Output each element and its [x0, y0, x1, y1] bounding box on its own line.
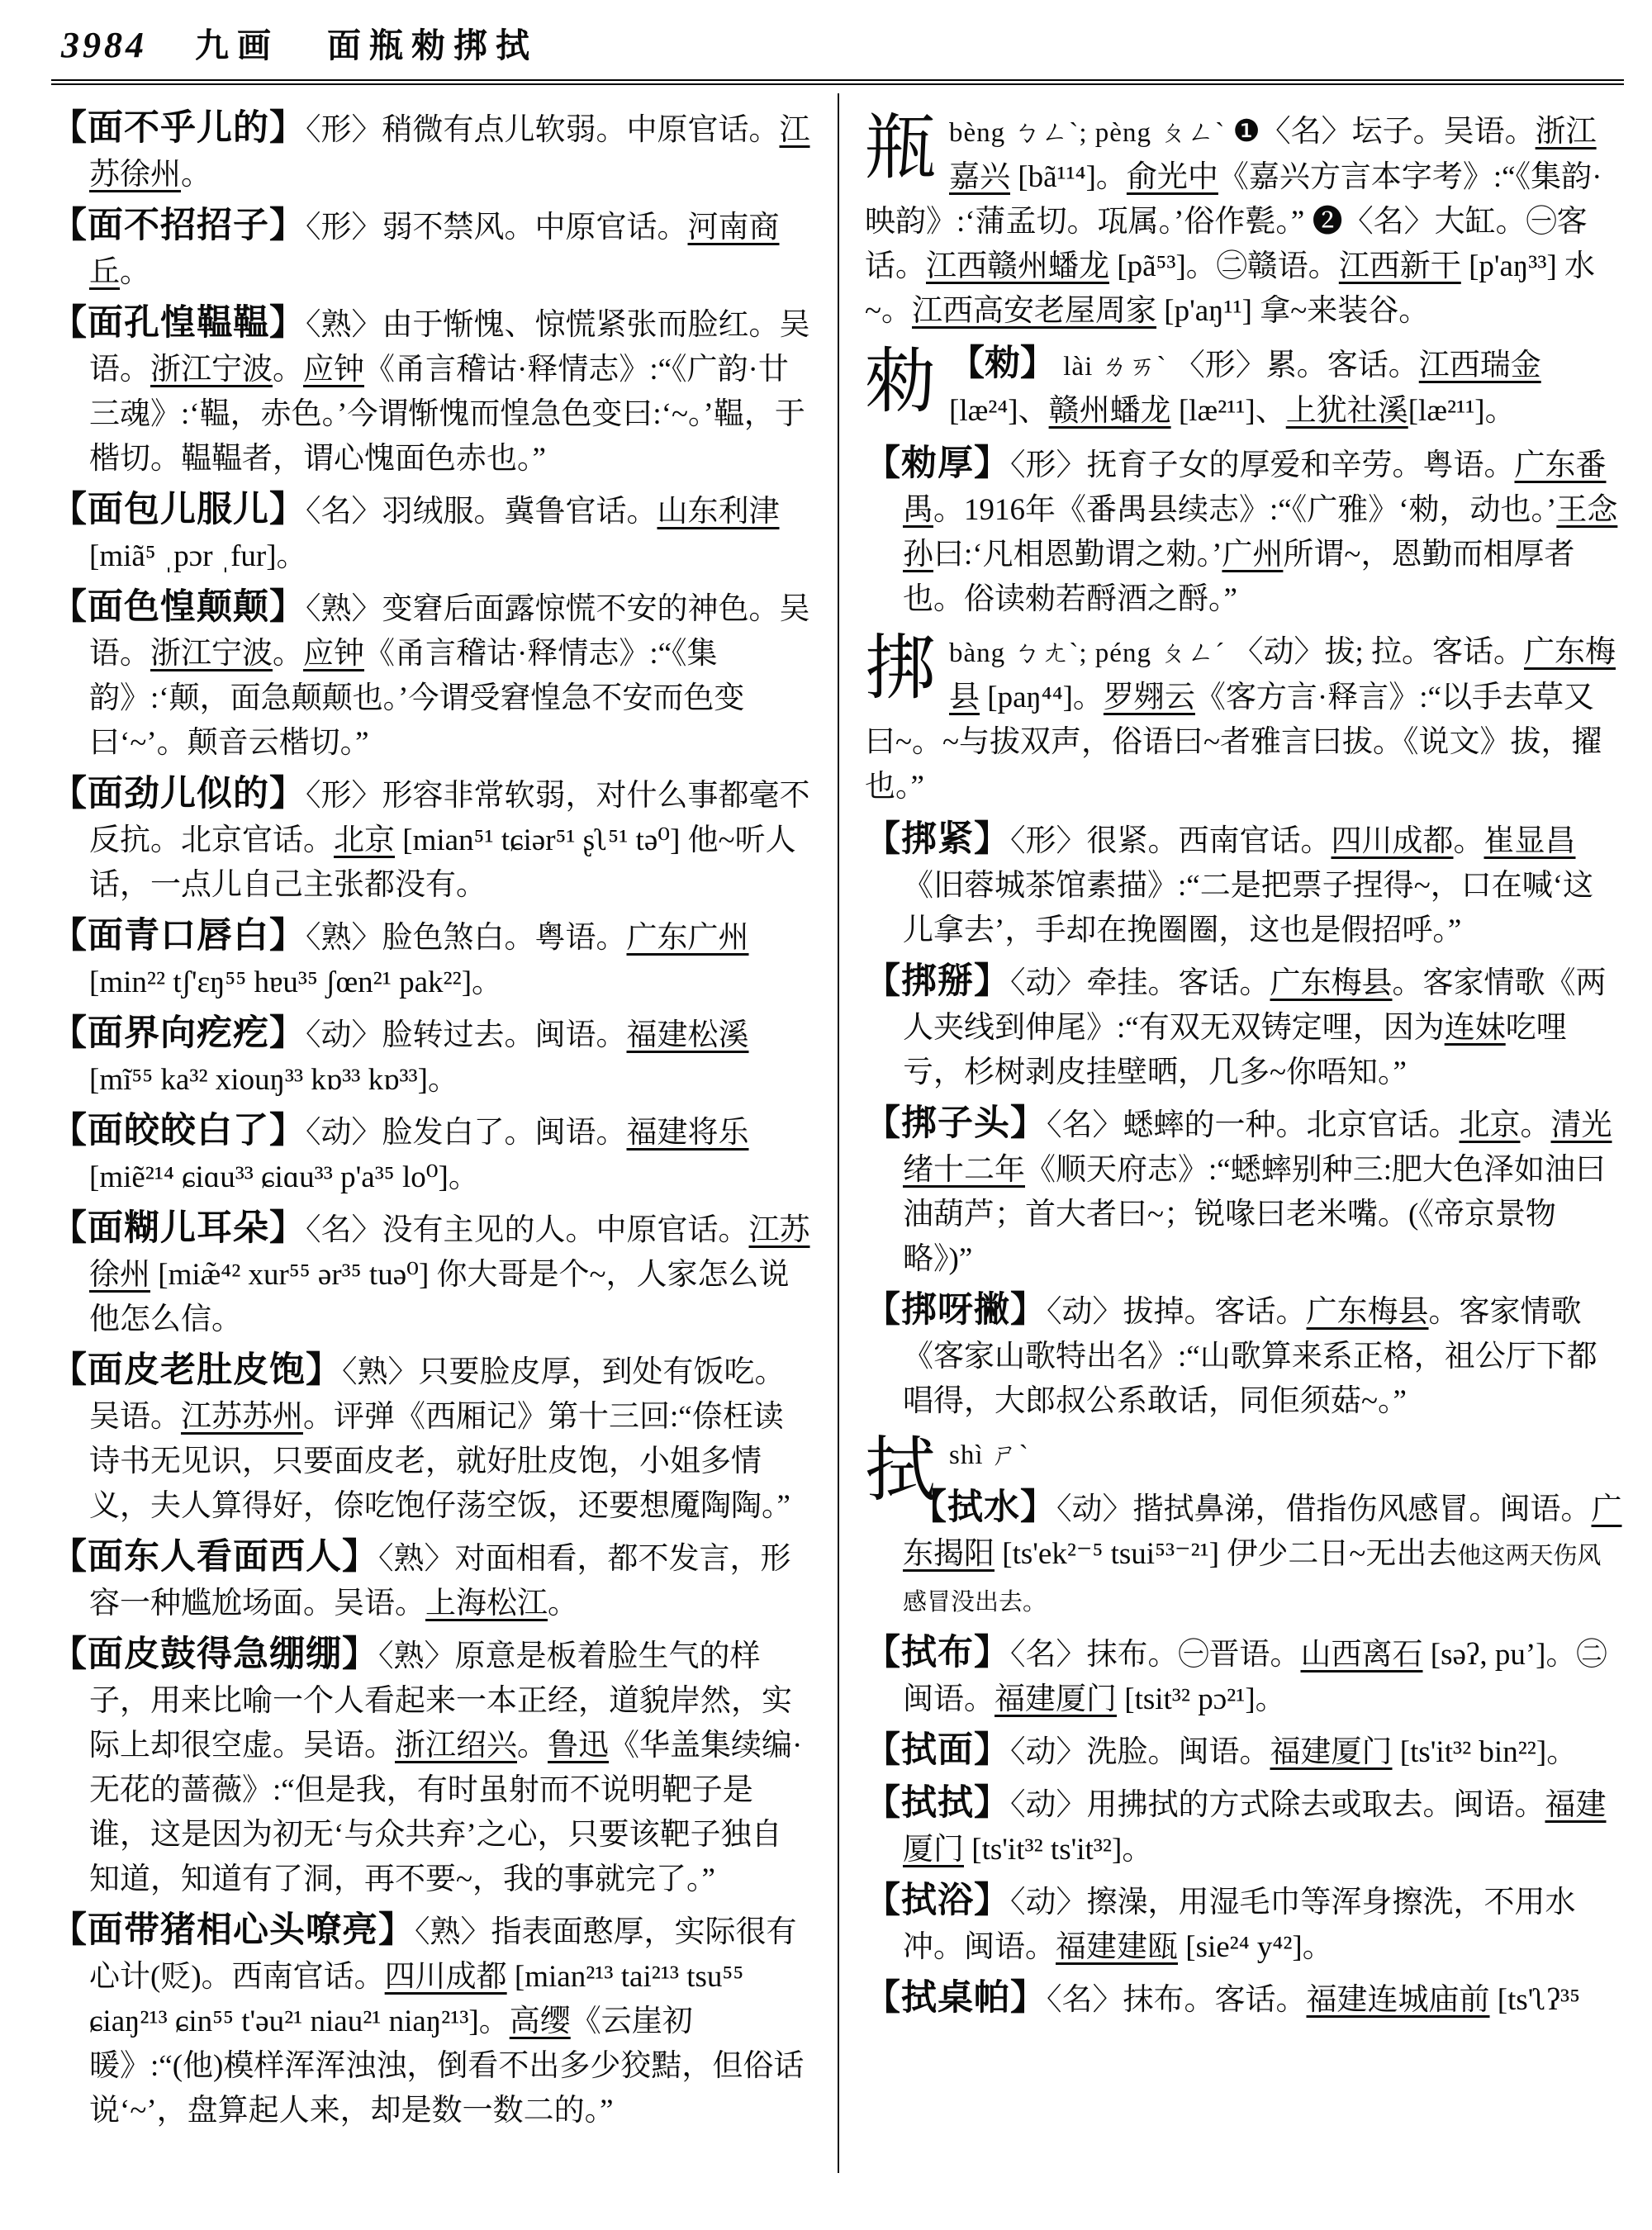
entry-body: 〈名〉蟋蟀的一种。北京官话。北京。清光绪十二年《顺天府志》:“蟋蟀别种三:肥大色泽如油曰油葫芦；首大者曰~；锐喙曰老米嘴。(《帝京景物略》)”: [903, 1108, 1612, 1276]
small-gloss-text: 他这两天伤风感冒没出去。: [903, 1543, 1602, 1616]
underlined-proper-noun: 江西瑞金: [1418, 349, 1541, 382]
dictionary-entry: [51, 1349, 810, 1529]
underlined-proper-noun: 四川成都: [384, 1960, 507, 1994]
entry-body: 〈名〉抹布。㊀晋语。山西离石 [səʔ, puʼ]。㊁闽语。福建厦门 [tsit³² pɔ²¹]。: [903, 1638, 1607, 1716]
underlined-proper-noun: 山东利津: [657, 495, 780, 529]
entry-headword: 【拭拭】: [865, 1784, 1010, 1823]
entry-body: 〈熟〉原意是板着脸生气的样子，用来比喻一个人看起来一本正经，道貌岸然，实际上却很空虚。吴语。浙江绍兴。鲁迅《华盖集续编·无花的蔷薇》:“但是我，有时虽射而不说明靶子是谁，这是因为初无‘与众共弃’之心，只要该靶子独自知道，知道有了洞，再不要~，我的事就完了。”: [89, 1639, 803, 1896]
dictionary-entry: [51, 1207, 810, 1342]
header-section-characters: 面瓶勑挷拭: [327, 26, 538, 64]
section-pronunciation: shì ㄕˋ: [949, 1440, 1029, 1470]
dictionary-entry: [51, 107, 810, 197]
dictionary-entry: [865, 1729, 1624, 1775]
dictionary-entry: [865, 442, 1624, 622]
underlined-proper-noun: 上犹社溪: [1285, 394, 1408, 428]
entry-body: 〈动〉揩拭鼻涕，借指伤风感冒。闽语。广东揭阳 [ts'ek²⁻⁵ tsui⁵³⁻²¹] 伊少二日~无出去他这两天伤风感冒没出去。: [903, 1492, 1622, 1616]
underlined-proper-noun: 江苏苏州: [181, 1400, 303, 1434]
entry-headword: 【面皎皎白了】: [51, 1112, 306, 1151]
entry-headword: 【挷掰】: [865, 962, 1010, 1001]
entry-body: 〈形〉稍微有点儿软弱。中原官话。江苏徐州。: [89, 113, 810, 192]
entry-body: 〈熟〉对面相看，都不发言，形容一种尴尬场面。吴语。上海松江。: [89, 1542, 791, 1620]
dictionary-entry: [51, 301, 810, 482]
section-headword-character: 拭: [865, 1431, 936, 1510]
dictionary-entry: [51, 1012, 810, 1103]
section-head-entry: [865, 342, 1624, 434]
underlined-proper-noun: 福建松溪: [626, 1018, 749, 1052]
entry-body: 〈动〉用拂拭的方式除去或取去。闽语。福建厦门 [ts'it³² ts'it³²]。: [903, 1788, 1607, 1867]
section-pronunciation: bèng ㄅㄥˋ; pèng ㄆㄥˋ: [949, 118, 1226, 148]
entry-body: 〈形〉弱不禁风。中原官话。河南商丘。: [89, 211, 780, 289]
entry-headword: 【面劲儿似的】: [51, 775, 306, 814]
dictionary-entry: [51, 1535, 810, 1626]
underlined-proper-noun: 广东番禺: [903, 448, 1607, 527]
underlined-proper-noun: 福建将乐: [626, 1116, 749, 1150]
dictionary-entry: [51, 586, 810, 766]
page-number: 3984: [61, 25, 147, 65]
entry-body: 〈动〉脸发白了。闽语。福建将乐 [miẽ²¹⁴ ɕiɑu³³ ɕiɑu³³ p'a³⁵ lo⁰]。: [89, 1116, 749, 1194]
section-headword-character: 瓶: [865, 108, 936, 187]
dictionary-entry: [51, 1633, 810, 1902]
dictionary-entry: [865, 1102, 1624, 1282]
entry-body: 〈熟〉脸色煞白。粤语。广东广州 [min²² tʃ'ɛŋ⁵⁵ hɐu³⁵ ʃœn²¹ pak²²]。: [89, 921, 749, 999]
entry-headword: 【面色惶颠颠】: [51, 588, 306, 627]
underlined-proper-noun: 广东梅县: [1270, 966, 1393, 1000]
underlined-proper-noun: 江西新干: [1338, 249, 1461, 283]
underlined-proper-noun: 浙江宁波: [150, 637, 273, 671]
entry-body: 〈熟〉只要脸皮厚，到处有饭吃。吴语。江苏苏州。评弹《西厢记》第十三回:“倷枉读诗书无见识，只要面皮老，就好肚皮饱，小姐多情义，夫人算得好，倷吃饱仔荡空饭，还要想魇陶陶。”: [89, 1355, 790, 1523]
dictionary-entry: [51, 204, 810, 295]
underlined-proper-noun: 河南商丘: [89, 211, 780, 289]
underlined-proper-noun: 上海松江: [425, 1587, 548, 1620]
entry-body: 〈熟〉变窘后面露惊慌不安的神色。吴语。浙江宁波。应钟《甬言稽诂·释情志》:“《集韵》:‘颠，面急颠颠也。’今谓受窘惶急不安而色变曰‘~’。颠音云楷切。”: [89, 592, 810, 760]
section-head-entry: [865, 629, 1624, 809]
entry-headword: 【面皮老肚皮饱】: [51, 1351, 342, 1390]
dictionary-entry: [865, 1631, 1624, 1722]
entry-body: 〈动〉洗脸。闽语。福建厦门 [ts'it³² bin²²]。: [1010, 1735, 1578, 1769]
entry-body: 〈动〉擦澡，用湿毛巾等浑身擦洗，不用水冲。闽语。福建建瓯 [sie²⁴ y⁴²]。: [903, 1886, 1576, 1964]
dictionary-entry: [51, 1109, 810, 1200]
entry-headword: 【面不招招子】: [51, 206, 306, 245]
dictionary-entry: [865, 818, 1624, 953]
dictionary-entry: [51, 772, 810, 908]
entry-headword: 【面糊儿耳朵】: [51, 1209, 306, 1248]
entry-headword: 【面孔惶鞰鞰】: [51, 304, 306, 343]
entry-headword: 【挷紧】: [865, 820, 1010, 859]
entry-headword: 【面东人看面西人】: [51, 1538, 378, 1577]
entry-body: 〈形〉抚育子女的厚爱和辛劳。粤语。广东番禺。1916年《番禺县续志》:“《广雅》‘勑，动也。’王念孙曰:‘凡相恩勤谓之勑。’广州所谓~，恩勤而相厚者也。俗读勑若酹酒之酹。”: [903, 448, 1618, 616]
underlined-proper-noun: 福建厦门: [995, 1682, 1117, 1716]
dictionary-entry: [51, 1909, 810, 2133]
entry-headword: 【面界向疙疙】: [51, 1014, 306, 1053]
underlined-proper-noun: 福建厦门: [903, 1788, 1607, 1867]
underlined-proper-noun: 崔显昌: [1483, 824, 1576, 858]
entry-body: 〈动〉脸转过去。闽语。福建松溪[mĩ⁵⁵ ka³² xiouŋ³³ kɒ³³ kɒ³³]。: [89, 1018, 749, 1097]
underlined-proper-noun: 福建建瓯: [1056, 1930, 1178, 1964]
underlined-proper-noun: 鲁迅: [548, 1729, 609, 1763]
entry-headword: 【面不乎儿的】: [51, 109, 306, 148]
page-header: [51, 18, 1624, 85]
dictionary-entry: [865, 1976, 1624, 2023]
left-column: [51, 107, 810, 2140]
entry-body: 〈形〉形容非常软弱，对什么事都毫不反抗。北京官话。北京 [mian⁵¹ tɕiər⁵¹ ʂʅ⁵¹ tə⁰] 他~听人话，一点儿自己主张都没有。: [89, 779, 810, 902]
dictionary-entry: [865, 1288, 1624, 1424]
entry-headword: 【拭面】: [865, 1731, 1010, 1770]
underlined-proper-noun: 广东梅县: [949, 635, 1616, 714]
entry-body: 〈动〉牵挂。客话。广东梅县。客家情歌《两人夹线到伸尾》:“有双无双铸定哩，因为连妹吃哩亏，杉树剥皮挂壁晒，几多~你唔知。”: [903, 966, 1607, 1089]
entry-headword: 【拭浴】: [865, 1881, 1010, 1920]
underlined-proper-noun: 广东揭阳: [903, 1492, 1622, 1571]
section-pronunciation: lài ㄌㄞˋ: [1063, 352, 1167, 382]
underlined-proper-noun: 赣州蟠龙: [1048, 394, 1171, 428]
underlined-proper-noun: 浙江宁波: [150, 353, 273, 387]
entry-headword: 【面青口唇白】: [51, 917, 306, 956]
underlined-proper-noun: 福建厦门: [1270, 1735, 1393, 1769]
dictionary-entry: [865, 1879, 1624, 1970]
entry-body: 〈名〉没有主见的人。中原官话。江苏徐州 [miæ̃⁴² xur⁵⁵ ər³⁵ tuə⁰] 你大哥是个~，人家怎么说他怎么信。: [89, 1213, 810, 1336]
dictionary-entry: [51, 488, 810, 579]
dictionary-entry: [865, 1782, 1624, 1872]
entry-headword: 【面包儿服儿】: [51, 491, 306, 529]
section-head-entry: [865, 108, 1624, 334]
underlined-proper-noun: 广东广州: [626, 921, 749, 955]
section-headword-character: 勑: [865, 342, 936, 421]
underlined-proper-noun: 浙江绍兴: [395, 1729, 517, 1763]
underlined-proper-noun: 高缨: [509, 2005, 571, 2038]
dictionary-entry: [865, 960, 1624, 1095]
entry-headword: 【挷呀撇】: [865, 1291, 1047, 1330]
underlined-proper-noun: 清光绪十二年: [903, 1108, 1612, 1187]
right-column: [865, 107, 1624, 2140]
entry-body: 〈熟〉指表面憨厚，实际很有心计(贬)。西南官话。四川成都 [mian²¹³ tai²¹³ tsu⁵⁵ ɕiaŋ²¹³ ɕin⁵⁵ t'əu²¹ niau²¹ niaŋ²¹³]。高缨《云崖初暖》:“(他)模样浑浑浊浊，倒看不出多少狡黠，但俗话说‘~’，盘算起人来，却是数一数二的。”: [89, 1915, 805, 2128]
underlined-proper-noun: 应钟: [303, 353, 364, 387]
underlined-proper-noun: 应钟: [303, 637, 364, 671]
underlined-proper-noun: 北京: [1459, 1108, 1521, 1142]
section-body: ❶〈名〉坛子。吴语。浙江嘉兴 [bã¹¹⁴]。俞光中《嘉兴方言本字考》:“《集韵·映韵》:‘蒲孟切。瓨属。’俗作甏。” ❷〈名〉大缸。㊀客话。江西赣州蟠龙 [pã⁵³]。㊁赣语。江西新干 [p'aŋ³³] 水~。江西高安老屋周家 [p'aŋ¹¹] 拿~来装谷。: [865, 115, 1602, 328]
underlined-proper-noun: 浙江嘉兴: [949, 115, 1597, 194]
entry-headword: 【面皮鼓得急绷绷】: [51, 1635, 378, 1674]
entry-body: 〈熟〉由于惭愧、惊慌紧张而脸红。吴语。浙江宁波。应钟《甬言稽诂·释情志》:“《广韵·廿三魂》:‘鞰，赤色。’今谓惭愧而惶急色变曰:‘~。’鞰，于楷切。鞰鞰者，谓心愧面色赤也。”: [89, 308, 810, 476]
underlined-proper-noun: 江苏徐州: [89, 113, 810, 192]
underlined-proper-noun: 王念孙: [903, 493, 1618, 572]
underlined-proper-noun: 连妹: [1444, 1011, 1506, 1045]
entry-body: 〈名〉抹布。客话。福建连城庙前 [ts'ʅʔ³⁵: [1047, 1983, 1580, 2017]
underlined-proper-noun: 江苏徐州: [89, 1213, 810, 1292]
underlined-proper-noun: 广州: [1222, 538, 1284, 572]
entry-headword: 【挷子头】: [865, 1104, 1047, 1143]
dictionary-entry: [865, 1486, 1624, 1625]
entry-body: 〈形〉很紧。西南官话。四川成都。崔显昌《旧蓉城茶馆素描》:“二是把票子捏得~，口在喊‘这儿拿去’，手却在挽圈圈，这也是假招呼。”: [903, 824, 1594, 947]
section-variant-form: 【勑】: [949, 344, 1056, 383]
dictionary-entry: [51, 914, 810, 1005]
entry-headword: 【拭桌帕】: [865, 1979, 1047, 2018]
underlined-proper-noun: 江西赣州蟠龙: [926, 249, 1109, 283]
stroke-count-label: 九画: [195, 26, 279, 64]
section-body: 〈形〉累。客话。江西瑞金[læ²⁴]、赣州蟠龙 [læ²¹¹]、上犹社溪[læ²¹¹]。: [949, 349, 1541, 428]
two-column-body: [51, 85, 1624, 2140]
section-body: 〈动〉拔; 拉。客话。广东梅县 [paŋ⁴⁴]。罗翙云《客方言·释言》:“以手去草又曰~。~与拔双声，俗语曰~者雅言曰拔。《说文》拔，擢也。”: [865, 635, 1616, 804]
underlined-proper-noun: 福建连城庙前: [1306, 1983, 1490, 2017]
entry-headword: 【拭水】: [911, 1488, 1056, 1527]
underlined-proper-noun: 北京: [334, 823, 395, 857]
entry-headword: 【拭布】: [865, 1634, 1010, 1672]
entry-headword: 【勑厚】: [865, 444, 1010, 483]
underlined-proper-noun: 江西高安老屋周家: [912, 294, 1157, 328]
section-pronunciation: bàng ㄅㄤˋ; péng ㄆㄥˊ: [949, 638, 1226, 668]
underlined-proper-noun: 广东梅县: [1306, 1295, 1429, 1329]
entry-body: 〈动〉拔掉。客话。广东梅县。客家情歌《客家山歌特出名》:“山歌算来系正格，祖公厅下都唱得，大郎叔公系敢话，同佢须菇~。”: [903, 1295, 1597, 1418]
entry-headword: 【面带猪相心头嘹亮】: [51, 1911, 415, 1950]
underlined-proper-noun: 山西离石: [1300, 1638, 1423, 1672]
underlined-proper-noun: 四川成都: [1331, 824, 1454, 858]
entry-body: 〈名〉羽绒服。冀鲁官话。山东利津 [miã⁵ ˌpɔr ˌfur]。: [89, 495, 780, 573]
section-headword-character: 挷: [865, 629, 936, 708]
underlined-proper-noun: 罗翙云: [1103, 681, 1195, 714]
underlined-proper-noun: 俞光中: [1126, 160, 1218, 194]
